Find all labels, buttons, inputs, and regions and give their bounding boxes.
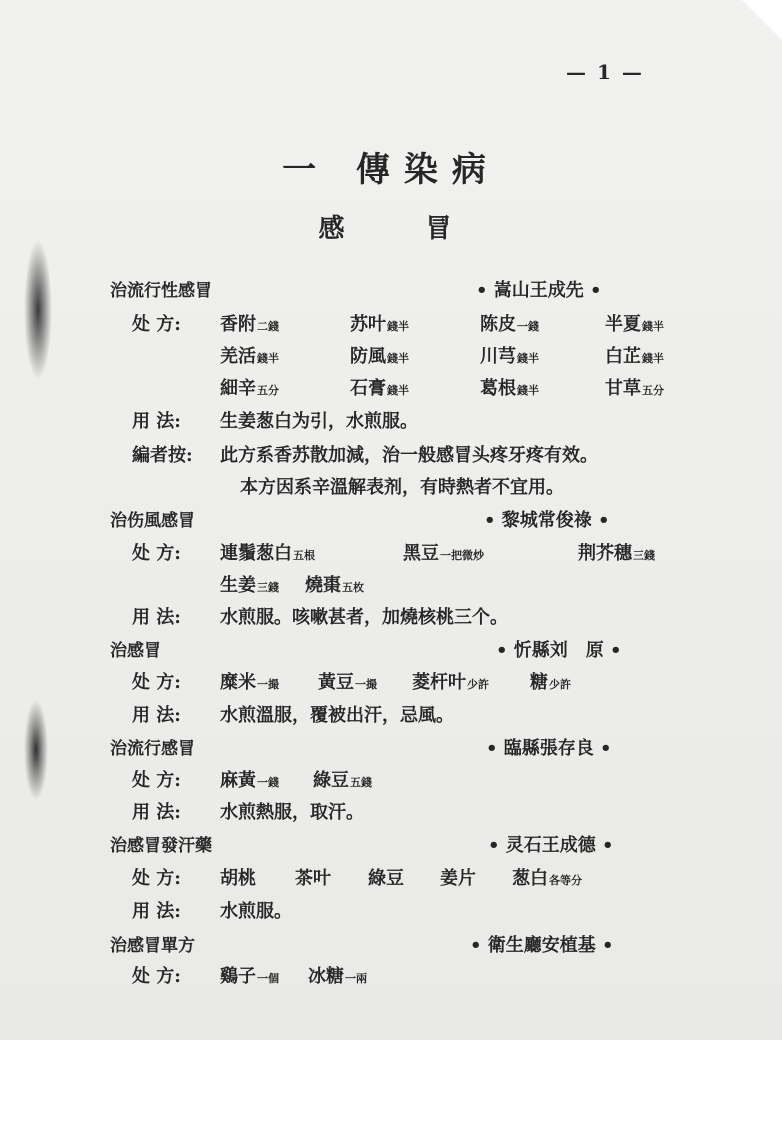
- prescription-label: 处 方:: [132, 868, 181, 889]
- ingredient-name: 半夏: [605, 314, 641, 335]
- ingredient-dose: 錢半: [387, 352, 409, 365]
- ingredient-name: 甘草: [605, 378, 641, 399]
- usage-text: 水煎溫服，覆被出汗，忌風。: [220, 705, 454, 726]
- ingredient-dose: 一撮: [355, 678, 377, 691]
- note-label: 編者按:: [132, 445, 193, 466]
- ingredient-name: 陈皮: [480, 314, 516, 335]
- ingredient-name: 苏叶: [350, 314, 386, 335]
- ingredient-dose: 各等分: [549, 874, 582, 887]
- ingredient-dose: 二錢: [257, 320, 279, 333]
- remedy-title: 治流行感冒: [110, 739, 195, 759]
- usage-label: 用 法:: [132, 802, 181, 823]
- remedy-author: • 黎城常俊祿 •: [484, 510, 610, 531]
- ingredient-name: 燒棗: [305, 575, 341, 596]
- ingredient-name: 糜米: [220, 672, 256, 693]
- remedy-author: • 臨縣張存良 •: [486, 738, 612, 759]
- ingredient-dose: 一兩: [345, 972, 367, 985]
- remedy-title: 治流行性感冒: [110, 281, 212, 301]
- ingredient-name: 防風: [350, 346, 386, 367]
- usage-text: 水煎服。: [220, 901, 292, 922]
- ingredient: [295, 864, 331, 890]
- ingredient: [350, 342, 409, 368]
- ingredient-dose: 錢半: [257, 352, 279, 365]
- usage-text: 水煎熱服，取汗。: [220, 802, 364, 823]
- ingredient-name: 荆芥穗: [578, 543, 632, 564]
- usage-label: 用 法:: [132, 411, 181, 432]
- ingredient-dose: 錢半: [642, 320, 664, 333]
- remedy-title: 治感冒發汗藥: [110, 836, 212, 856]
- ingredient-name: 胡桃: [220, 868, 256, 889]
- section-title: 感 冒: [318, 214, 488, 244]
- ingredient-dose: 一錢: [517, 320, 539, 333]
- ingredient: [220, 571, 279, 597]
- ingredient: [220, 310, 279, 336]
- ingredient: [313, 766, 372, 792]
- prescription-label: 处 方:: [132, 314, 181, 335]
- ingredient-dose: 錢半: [387, 320, 409, 333]
- remedy-author: • 灵石王成德 •: [488, 835, 614, 856]
- ingredient: [220, 864, 256, 890]
- ingredient-name: 黑豆: [403, 543, 439, 564]
- ingredient: [480, 374, 539, 400]
- ingredient-dose: 一個: [257, 972, 279, 985]
- ingredient-name: 葛根: [480, 378, 516, 399]
- ingredient-name: 羌活: [220, 346, 256, 367]
- chapter-title: 一 傳染病: [282, 150, 500, 190]
- ingredient-name: 茶叶: [295, 868, 331, 889]
- prescription-label: 处 方:: [132, 966, 181, 987]
- ingredient: [578, 539, 655, 565]
- ingredient-name: 麻黃: [220, 770, 256, 791]
- ingredient: [220, 766, 279, 792]
- ingredient-dose: 錢半: [517, 384, 539, 397]
- ingredient-name: 綠豆: [368, 868, 404, 889]
- ingredient: [440, 864, 476, 890]
- ingredient: [480, 342, 539, 368]
- ingredient: [368, 864, 404, 890]
- ingredient-dose: 錢半: [517, 352, 539, 365]
- ingredient: [350, 374, 409, 400]
- ingredient-dose: 三錢: [633, 549, 655, 562]
- note-text: 本方因系辛溫解表剂，有時熱者不宜用。: [240, 477, 564, 498]
- ingredient-name: 香附: [220, 314, 256, 335]
- ingredient-dose: 少許: [549, 678, 571, 691]
- ingredient-dose: 五枚: [342, 581, 364, 594]
- remedy-title: 治伤風感冒: [110, 511, 195, 531]
- remedy-title: 治感冒: [110, 641, 161, 661]
- ingredient: [305, 571, 364, 597]
- ingredient-name: 綠豆: [313, 770, 349, 791]
- ingredient-name: 葱白: [512, 868, 548, 889]
- usage-label: 用 法:: [132, 705, 181, 726]
- remedy-author: • 嵩山王成先 •: [476, 280, 602, 301]
- ingredient-name: 生姜: [220, 575, 256, 596]
- ingredient: [318, 668, 377, 694]
- ingredient: [308, 962, 367, 988]
- remedy-author: • 忻縣刘 原 •: [496, 640, 622, 661]
- ingredient-name: 石膏: [350, 378, 386, 399]
- ingredient: [220, 962, 279, 988]
- ingredient-dose: 五分: [257, 384, 279, 397]
- note-text: 此方系香苏散加減，治一般感冒头疼牙疼有效。: [220, 445, 598, 466]
- ingredient: [220, 374, 279, 400]
- ingredient-name: 川芎: [480, 346, 516, 367]
- usage-label: 用 法:: [132, 901, 181, 922]
- ingredient: [412, 668, 489, 694]
- ingredient-name: 白芷: [605, 346, 641, 367]
- ingredient-name: 糖: [530, 672, 548, 693]
- ingredient-name: 細辛: [220, 378, 256, 399]
- remedy-author: • 衛生廳安植基 •: [470, 935, 614, 956]
- ingredient: [220, 539, 315, 565]
- ingredient: [605, 374, 664, 400]
- ingredient-dose: 錢半: [387, 384, 409, 397]
- ingredient-dose: 一把微炒: [440, 549, 484, 562]
- ingredient-name: 冰糖: [308, 966, 344, 987]
- ingredient-name: 連鬚葱白: [220, 543, 292, 564]
- ingredient: [605, 342, 664, 368]
- ingredient: [480, 310, 539, 336]
- ingredient-dose: 五錢: [350, 776, 372, 789]
- prescription-label: 处 方:: [132, 770, 181, 791]
- ingredient-dose: 少許: [467, 678, 489, 691]
- ingredient: [512, 864, 582, 890]
- remedy-title: 治感冒單方: [110, 936, 195, 956]
- ingredient-dose: 錢半: [642, 352, 664, 365]
- prescription-label: 处 方:: [132, 672, 181, 693]
- ingredient-name: 鷄子: [220, 966, 256, 987]
- ingredient-dose: 一錢: [257, 776, 279, 789]
- ingredient-name: 菱杆叶: [412, 672, 466, 693]
- ingredient-name: 姜片: [440, 868, 476, 889]
- ingredient-dose: 三錢: [257, 581, 279, 594]
- usage-text: 水煎服。咳嗽甚者，加燒核桃三个。: [220, 607, 508, 628]
- ingredient-dose: 五根: [293, 549, 315, 562]
- ingredient-dose: 五分: [642, 384, 664, 397]
- ingredient: [530, 668, 571, 694]
- ingredient: [220, 668, 279, 694]
- folded-corner: [742, 0, 782, 40]
- usage-text: 生姜葱白为引，水煎服。: [220, 411, 418, 432]
- ingredient: [403, 539, 484, 565]
- ingredient-dose: 一撮: [257, 678, 279, 691]
- ingredient-name: 黃豆: [318, 672, 354, 693]
- ingredient: [350, 310, 409, 336]
- ingredient: [220, 342, 279, 368]
- usage-label: 用 法:: [132, 607, 181, 628]
- prescription-label: 处 方:: [132, 543, 181, 564]
- page-number: — 1 —: [566, 60, 644, 84]
- ingredient: [605, 310, 664, 336]
